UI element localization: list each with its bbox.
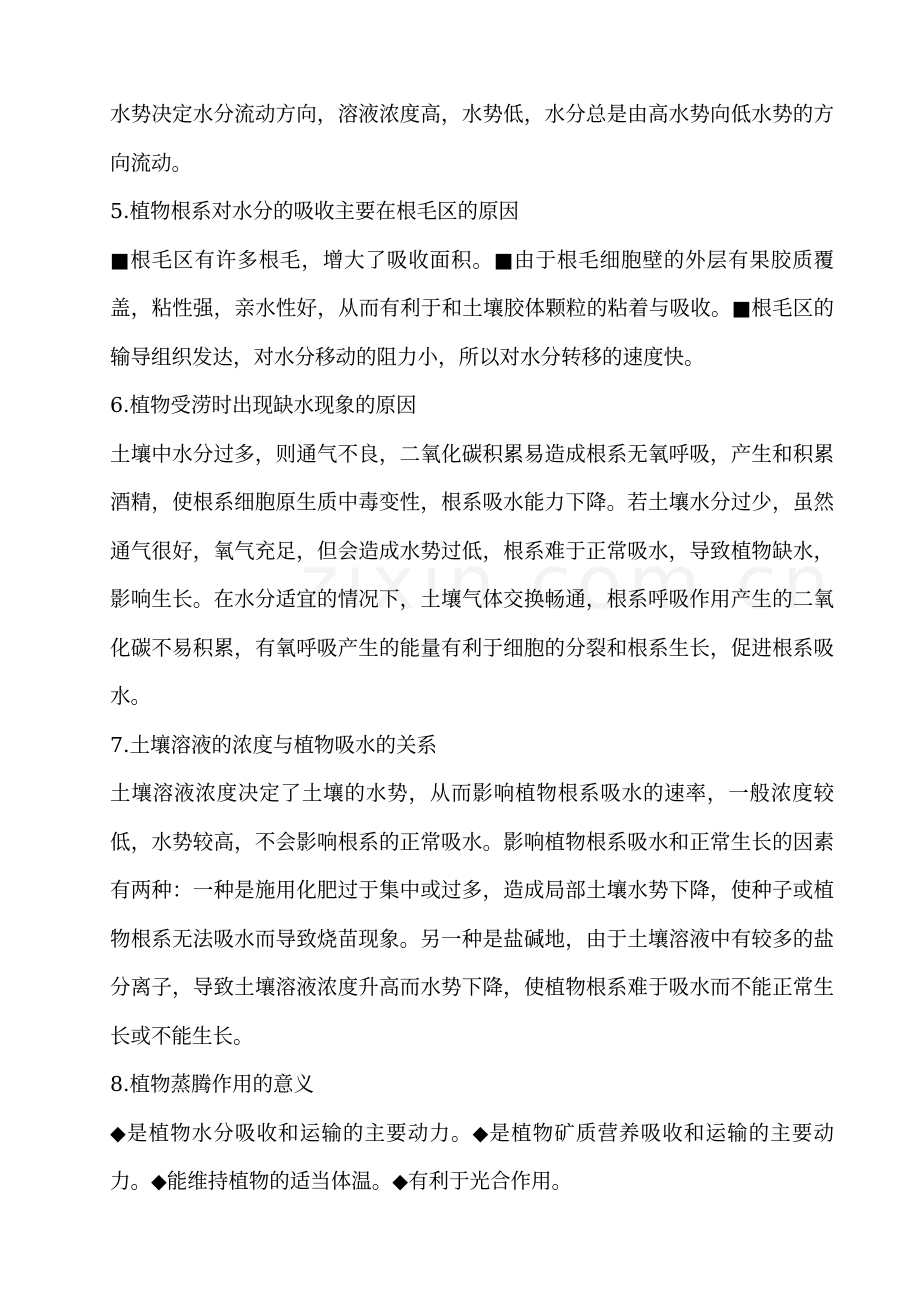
- paragraph-root-hair-zone: ■根毛区有许多根毛，增大了吸收面积。■由于根毛细胞壁的外层有果胶质覆盖，粘性强，亲水性好，从而有利于和土壤胶体颗粒的粘着与吸收。■根毛区的输导组织发达，对水分移动的阻力小，所以对水分转移的速度快。: [110, 247, 834, 369]
- paragraph-soil-solution: 土壤溶液浓度决定了土壤的水势，从而影响植物根系吸水的速率，一般浓度较低，水势较高，不会影响根系的正常吸水。影响植物根系吸水和正常生长的因素有两种：一种是施用化肥过于集中或过多，造成局部土壤水势下降，使种子或植物根系无法吸水而导致烧苗现象。另一种是盐碱地，由于土壤溶液中有较多的盐分离子，导致土壤溶液浓度升高而水势下降，使植物根系难于吸水而不能正常生长或不能生长。: [110, 781, 834, 1048]
- paragraph-water-potential: 水势决定水分流动方向，溶液浓度高，水势低，水分总是由高水势向低水势的方向流动。: [110, 102, 834, 175]
- heading-section-6: 6.植物受涝时出现缺水现象的原因: [110, 393, 417, 417]
- heading-section-5: 5.植物根系对水分的吸收主要在根毛区的原因: [110, 199, 520, 223]
- document-body: [110, 90, 834, 1206]
- paragraph-waterlogging: 土壤中水分过多，则通气不良，二氧化碳积累易造成根系无氧呼吸，产生和积累酒精，使根系细胞原生质中毒变性，根系吸水能力下降。若土壤水分过少，虽然通气很好，氧气充足，但会造成水势过低，根系难于正常吸水，导致植物缺水，影响生长。在水分适宜的情况下，土壤气体交换畅通，根系呼吸作用产生的二氧化碳不易积累，有氧呼吸产生的能量有利于细胞的分裂和根系生长，促进根系吸水。: [110, 441, 834, 708]
- heading-section-7: 7.土壤溶液的浓度与植物吸水的关系: [110, 732, 438, 757]
- paragraph-transpiration: ◆是植物水分吸收和运输的主要动力。◆是植物矿质营养吸收和运输的主要动力。◆能维持植物的适当体温。◆有利于光合作用。: [110, 1120, 834, 1193]
- heading-section-8: 8.植物蒸腾作用的意义: [110, 1072, 315, 1096]
